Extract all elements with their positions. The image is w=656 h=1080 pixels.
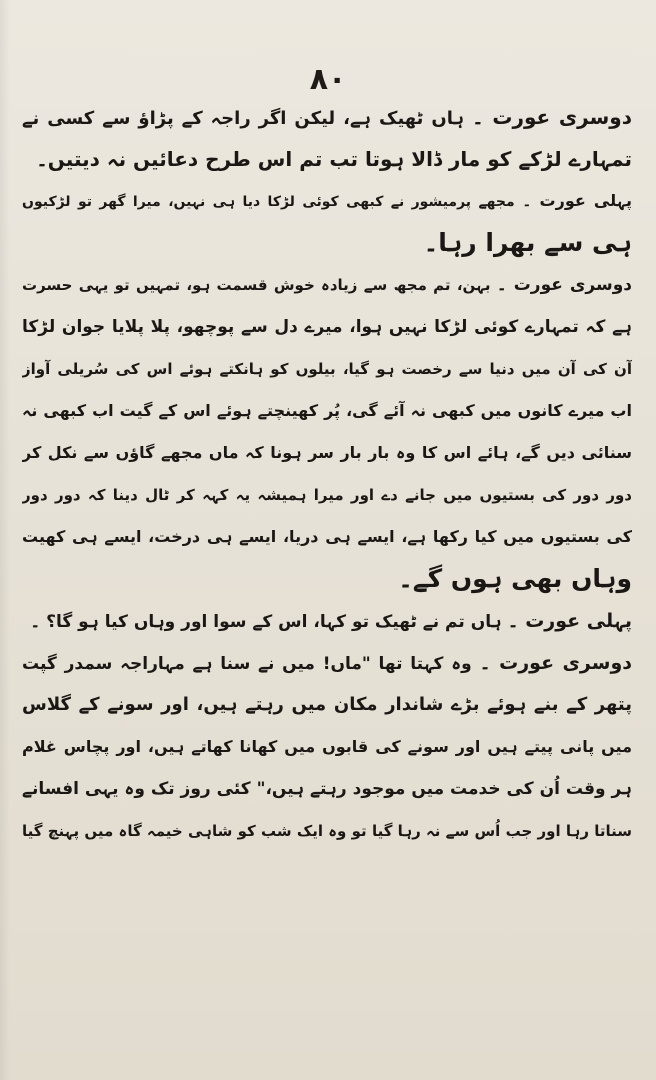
line-text: میں پانی پیتے ہیں اور سونے کی قابوں میں کھانا کھاتے ہیں، اور پچاس غلام xyxy=(22,737,632,756)
text-line xyxy=(22,642,632,684)
speaker-label: پہلی عورت ۔ xyxy=(522,191,632,210)
line-text: ہے کہ تمہارے کوئی لڑکا نہیں ہوا، میرے دل سے پوچھو، پلا پلایا جوان لڑکا xyxy=(22,317,632,337)
text-line xyxy=(22,474,632,516)
line-text: وہ کہتا تھا "ماں! میں نے سنا ہے مہاراجہ سمدر گپت xyxy=(22,654,472,674)
page-edge-shadow xyxy=(0,0,10,1080)
line-text: ہر وقت اُن کی خدمت میں موجود رہتے ہیں،" کئی روز تک وہ یہی افسانے xyxy=(22,779,632,799)
page-number: ۸۰ xyxy=(309,62,347,97)
text-line xyxy=(22,264,632,306)
line-text: ہاں ٹھیک ہے، لیکن اگر راجہ کے پڑاؤ سے کسی نے xyxy=(22,108,465,129)
line-text: اب میرے کانوں میں کبھی نہ آئے گی، پُر کھینچتے ہوئے اس کے گیت اب کبھی نہ xyxy=(22,401,632,420)
text-line xyxy=(22,390,632,432)
body-text xyxy=(22,96,632,852)
line-text: وہاں بھی ہوں گے۔ xyxy=(398,564,632,593)
text-line xyxy=(22,96,632,138)
line-text: کی بستیوں میں کیا رکھا ہے، ایسے ہی دریا، ایسے ہی درخت، ایسے ہی کھیت xyxy=(22,527,632,546)
line-text: ہی سے بھرا رہا۔ xyxy=(423,228,632,257)
text-line xyxy=(22,138,632,180)
speaker-label: دوسری عورت ۔ xyxy=(479,652,632,674)
text-line xyxy=(22,348,632,390)
line-text: پتھر کے بنے ہوئے بڑے شاندار مکان میں رہتے ہیں، اور سونے کے گلاس xyxy=(22,694,632,715)
line-text: دور دور کی بستیوں میں جانے دے اور میرا ہمیشہ یہ کہہ کر ٹال دینا کہ دور دور xyxy=(22,486,632,504)
line-text: ہاں تم نے ٹھیک تو کہا، اس کے سوا اور وہاں کیا ہو گا؟ ۔ xyxy=(30,612,502,632)
line-text: سنائی دیں گے، ہائے اس کا وہ بار بار سر ہونا کہ ماں مجھے گاؤں سے نکل کر xyxy=(22,443,632,462)
line-text: سناتا رہا اور جب اُس سے نہ رہا گیا تو وہ ایک شب کو شاہی خیمہ گاہ میں پہنچ گیا xyxy=(22,822,632,840)
text-line xyxy=(22,306,632,348)
text-line xyxy=(22,600,632,642)
line-text: تمہارے لڑکے کو مار ڈالا ہوتا تب تم اس طرح دعائیں نہ دیتیں۔ xyxy=(36,147,632,171)
line-text: بہن، تم مجھ سے زیادہ خوش قسمت ہو، تمہیں تو یہی حسرت xyxy=(22,276,491,294)
text-line xyxy=(22,684,632,726)
text-line xyxy=(22,726,632,768)
text-line xyxy=(22,810,632,852)
speaker-label: دوسری عورت ۔ xyxy=(472,105,632,129)
text-line xyxy=(22,768,632,810)
text-line xyxy=(22,180,632,222)
line-text: آن کی آن میں دنیا سے رخصت ہو گیا، بیلوں کو ہانکتے ہوئے اس کی سُریلی آواز xyxy=(22,360,632,378)
speaker-label: پہلی عورت ۔ xyxy=(507,610,632,632)
text-line xyxy=(22,516,632,558)
text-line xyxy=(22,222,632,264)
text-line xyxy=(22,558,632,600)
text-line xyxy=(22,432,632,474)
line-text: مجھے پرمیشور نے کبھی کوئی لڑکا دیا ہی نہیں، میرا گھر تو لڑکیوں xyxy=(22,194,515,210)
speaker-label: دوسری عورت ۔ xyxy=(496,275,632,295)
